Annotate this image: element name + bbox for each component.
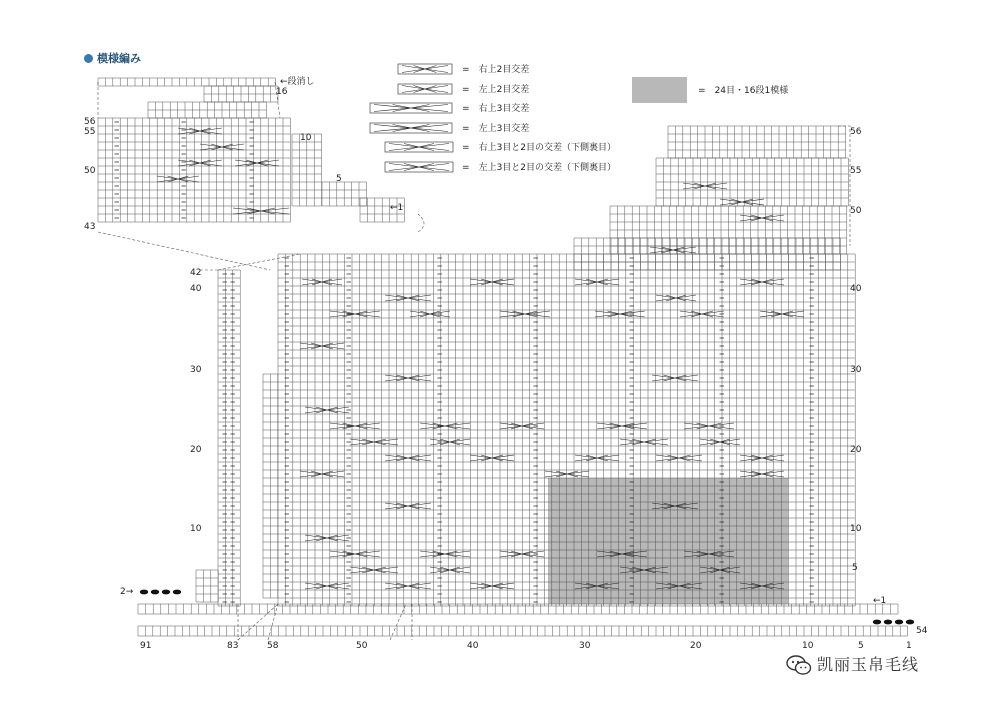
- purl-column: [182, 122, 186, 218]
- cable-cross: [305, 535, 349, 541]
- chart-title: [84, 52, 141, 66]
- row-label: 43: [84, 222, 96, 232]
- row-label: 54: [916, 626, 928, 636]
- stitch-label: 83: [227, 641, 239, 651]
- stitch-label: 10: [802, 641, 814, 651]
- purl-column: [115, 122, 119, 218]
- cable-cross: [385, 375, 431, 381]
- detail-grid: [322, 182, 366, 206]
- cable-cross: [597, 423, 647, 429]
- cable-cross: [684, 423, 734, 429]
- cable-cross: [430, 567, 470, 573]
- cable-cross: [420, 551, 470, 557]
- row-label: 55: [84, 127, 96, 137]
- cable-cross: [740, 215, 784, 221]
- cable-cross: [385, 295, 431, 301]
- cable-cross: [178, 128, 222, 134]
- cable-cross: [235, 160, 279, 166]
- row-label: 5: [336, 174, 342, 184]
- cable-cross: [330, 311, 380, 317]
- row-label: 42: [190, 268, 202, 278]
- stitch-label: 30: [579, 641, 591, 651]
- shoulder-grid: [668, 126, 846, 158]
- cable-cross: [650, 247, 696, 253]
- cable-cross: [157, 176, 199, 182]
- bind-dot: [162, 590, 170, 595]
- bind-dot: [884, 620, 892, 625]
- cable-cross: [330, 423, 380, 429]
- cable-cross: [720, 199, 764, 205]
- repeat-legend-swatch: [632, 77, 687, 103]
- legend-item: = 右上3目と2目の交差（下側裏目）: [462, 143, 617, 153]
- row-label: 56: [84, 117, 96, 127]
- detail-grid: [98, 78, 276, 86]
- row-label: 30: [190, 365, 202, 375]
- detail-grid: [98, 118, 290, 222]
- shoulder-grid: [574, 238, 840, 270]
- shoulder-grid: [656, 158, 848, 206]
- cable-cross: [700, 439, 740, 445]
- row-label: ←1: [873, 596, 887, 606]
- cable-cross: [200, 144, 244, 150]
- left-strip-foot: [196, 570, 218, 602]
- row-label: 16: [276, 87, 288, 97]
- legend-item: = 左上3目と2目の交差（下側裏目）: [462, 163, 617, 173]
- row-label: 10: [190, 524, 202, 534]
- bind-off-label: ←段消し: [280, 77, 315, 87]
- bind-dot: [151, 590, 159, 595]
- row-label: 10: [850, 524, 862, 534]
- row-label: 20: [850, 445, 862, 455]
- stitch-label: 91: [140, 641, 152, 651]
- row-label: ←1: [390, 203, 404, 213]
- cable-cross: [178, 160, 222, 166]
- guide-line: [238, 604, 412, 640]
- row-label: 40: [850, 284, 862, 294]
- bind-dot: [173, 590, 181, 595]
- detail-grid: [204, 86, 278, 102]
- row-label: 50: [84, 166, 96, 176]
- bind-dot: [140, 590, 148, 595]
- stitch-label: 40: [467, 641, 479, 651]
- main-grid-edge: [263, 374, 278, 598]
- legend-item: = 左上3目交差: [462, 124, 530, 134]
- bind-dot: [906, 620, 914, 625]
- cable-cross: [740, 455, 784, 461]
- cable-cross: [740, 471, 784, 477]
- cable-cross: [430, 439, 470, 445]
- row-label: 5: [852, 563, 858, 573]
- stitch-label: 20: [690, 641, 702, 651]
- row-label: 20: [190, 445, 202, 455]
- cable-cross: [656, 295, 696, 301]
- stitch-label: 5: [858, 641, 864, 651]
- stitch-label: 50: [356, 641, 368, 651]
- cable-cross: [595, 311, 645, 317]
- row-label: 56: [850, 127, 862, 137]
- legend-item: = 右上2目交差: [462, 65, 530, 75]
- row-label: 40: [190, 284, 202, 294]
- stitch-label: 58: [267, 641, 279, 651]
- bullet-icon: [84, 54, 93, 63]
- cable-cross: [302, 279, 342, 285]
- left-strip-grid: [218, 270, 240, 606]
- cable-cross: [385, 583, 431, 589]
- cast-on-row: [138, 604, 898, 614]
- repeat-area: [548, 478, 788, 604]
- cable-cross: [410, 311, 450, 317]
- shoulder-grid: [610, 206, 847, 254]
- row-label: 10: [300, 133, 312, 143]
- cable-cross: [680, 311, 724, 317]
- cable-cross: [652, 375, 698, 381]
- base-row: [138, 626, 908, 636]
- cable-cross: [420, 423, 470, 429]
- cable-cross: [305, 407, 349, 413]
- cable-cross: [620, 439, 668, 445]
- watermark-text: 凯丽玉帛毛线: [817, 655, 920, 674]
- cable-cross: [385, 503, 431, 509]
- cable-cross: [683, 183, 727, 189]
- detail-grid: [292, 134, 322, 206]
- cable-cross: [385, 455, 431, 461]
- legend-item: = 左上2目交差: [462, 85, 530, 95]
- guide-line: [98, 82, 280, 118]
- row-label: 2→: [120, 587, 134, 597]
- row-label: 30: [850, 365, 862, 375]
- repeat-legend-label: = 24目・16段1模様: [698, 86, 789, 96]
- cable-cross: [330, 551, 380, 557]
- cable-cross: [305, 583, 349, 589]
- wechat-icon: [786, 654, 812, 676]
- bind-dot: [895, 620, 903, 625]
- bind-dot: [873, 620, 881, 625]
- chart-title-text: 模様編み: [97, 52, 141, 65]
- cable-cross: [740, 279, 784, 285]
- detail-grid: [148, 102, 266, 118]
- row-label: 50: [850, 206, 862, 216]
- stitch-label: 1: [906, 641, 912, 651]
- row-label: 55: [850, 166, 862, 176]
- legend-item: = 右上3目交差: [462, 104, 530, 114]
